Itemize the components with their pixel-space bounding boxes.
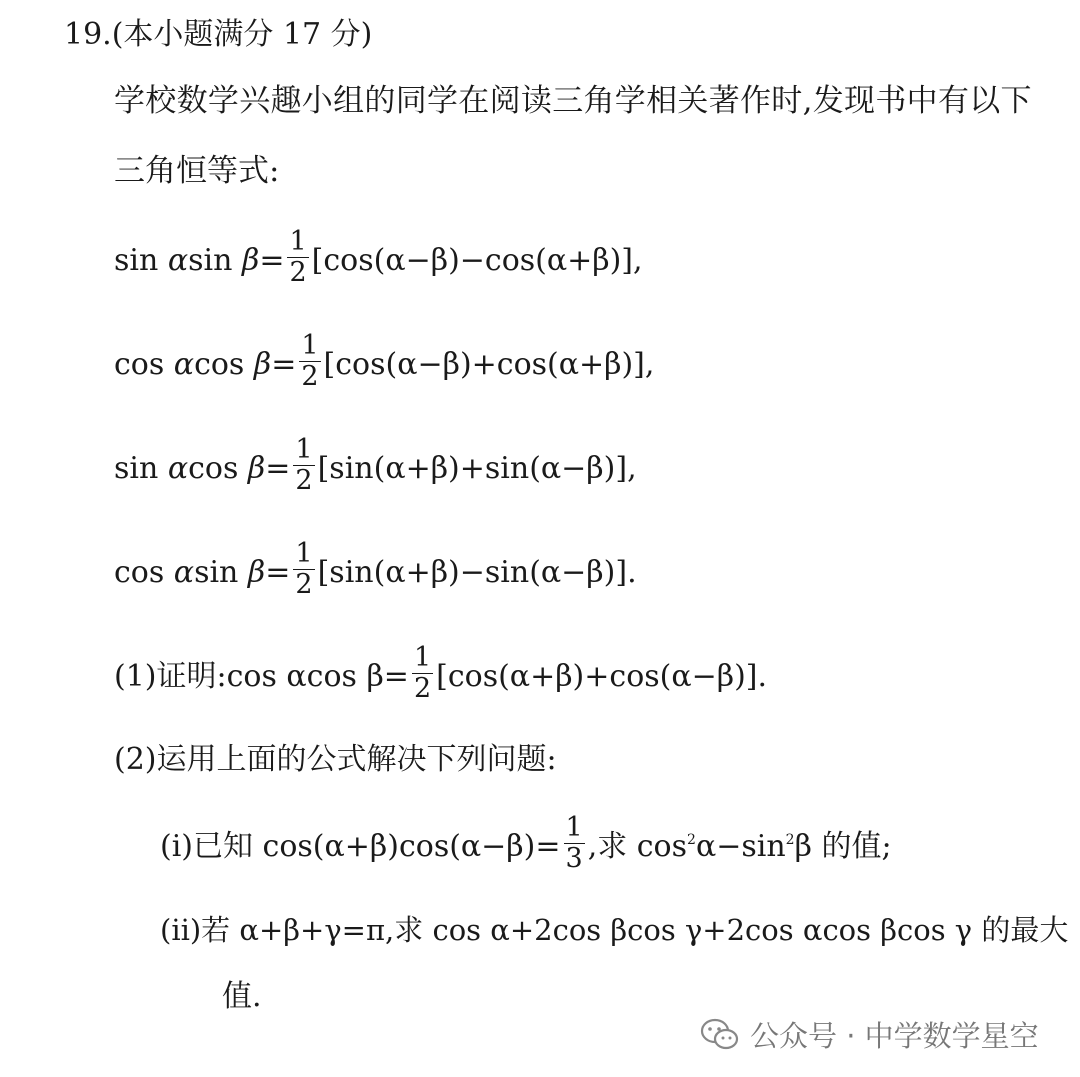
fraction-numerator: 1: [413, 642, 432, 673]
fraction-numerator: 1: [565, 812, 583, 843]
identity-lhs-func: cos: [114, 554, 174, 590]
equals-sign: =: [265, 450, 291, 486]
identity-end: ,: [644, 346, 655, 382]
fraction-numerator: 1: [295, 538, 313, 569]
sub-question-ii-line-1: (ⅱ)若 α+β+γ=π,求 cos α+2cos βcos γ+2cos αcos βcos γ 的最大: [160, 913, 1069, 947]
wechat-icon: [700, 1018, 740, 1052]
identity-lhs-func-2: cos: [194, 346, 254, 382]
identity-beta: β: [247, 554, 266, 590]
identity-rhs: [sin(α+β)−sin(α−β)]: [317, 554, 628, 590]
part-1-label: (1)证明:: [114, 658, 227, 694]
identity-end: .: [627, 554, 637, 590]
identity-end: ,: [627, 450, 637, 486]
fraction: [299, 332, 320, 392]
equals-sign: =: [259, 242, 285, 278]
sub-i-tail-c: β 的值;: [794, 828, 892, 864]
sub-question-ii-line-2: 值.: [222, 979, 262, 1014]
identity-lhs-func: sin: [114, 242, 168, 278]
sub-i-tail-b: α−sin: [695, 828, 786, 864]
fraction: [293, 436, 314, 496]
identity-beta: β: [247, 450, 266, 486]
identity-alpha: α: [167, 450, 189, 486]
identity-2: [114, 330, 655, 396]
sub-i-tail-a: ,求 cos: [587, 828, 688, 864]
fraction-numerator: 1: [301, 330, 319, 361]
identity-rhs: [cos(α−β)−cos(α+β)]: [311, 242, 634, 278]
identity-4: [114, 538, 637, 604]
fraction-denominator: 2: [413, 673, 432, 705]
fraction-denominator: 3: [565, 843, 583, 875]
identity-alpha: α: [173, 346, 195, 382]
identity-lhs-func-2: sin: [194, 554, 248, 590]
question-header: [64, 17, 373, 52]
question-points: (本小题满分 17 分): [111, 17, 373, 52]
identity-lhs-func: cos: [114, 346, 174, 382]
fraction-denominator: 2: [295, 569, 313, 601]
fraction: [412, 644, 433, 704]
equals-sign: =: [271, 346, 297, 382]
identity-lhs-func: sin: [114, 450, 168, 486]
part-1-expression: cos αcos β=: [226, 658, 409, 694]
part-1: [114, 642, 768, 708]
superscript: 2: [785, 831, 795, 848]
identity-1: [114, 226, 643, 292]
sub-i-expression: cos(α+β)cos(α−β)=: [262, 828, 561, 864]
question-number: 19.: [64, 17, 112, 52]
intro-line-1: 学校数学兴趣小组的同学在阅读三角学相关著作时,发现书中有以下: [114, 83, 1032, 119]
fraction: [564, 814, 585, 874]
equals-sign: =: [265, 554, 291, 590]
fraction-denominator: 2: [295, 465, 313, 497]
fraction-numerator: 1: [295, 434, 313, 465]
fraction-denominator: 2: [301, 361, 319, 393]
part-1-rhs: [cos(α+β)+cos(α−β)].: [436, 658, 768, 694]
identity-alpha: α: [167, 242, 189, 278]
identity-end: ,: [633, 242, 643, 278]
identity-3: [114, 434, 637, 500]
identity-alpha: α: [173, 554, 195, 590]
superscript: 2: [687, 831, 696, 848]
part-2: (2)运用上面的公式解决下列问题:: [114, 742, 557, 777]
sub-i-label: (ⅰ)已知: [160, 828, 263, 864]
fraction-numerator: 1: [289, 226, 307, 257]
identity-beta: β: [241, 242, 260, 278]
intro-line-2: 三角恒等式:: [114, 153, 280, 189]
identity-rhs: [cos(α−β)+cos(α+β)]: [323, 346, 645, 382]
fraction: [293, 540, 314, 600]
fraction: [287, 228, 308, 288]
watermark-text: 公众号 · 中学数学星空: [750, 1019, 1039, 1053]
identity-lhs-func-2: cos: [188, 450, 248, 486]
fraction-denominator: 2: [289, 257, 307, 289]
sub-question-i: [160, 812, 892, 878]
identity-lhs-func-2: sin: [188, 242, 242, 278]
identity-rhs: [sin(α+β)+sin(α−β)]: [317, 450, 628, 486]
identity-beta: β: [253, 346, 272, 382]
watermark: [700, 1014, 1039, 1055]
